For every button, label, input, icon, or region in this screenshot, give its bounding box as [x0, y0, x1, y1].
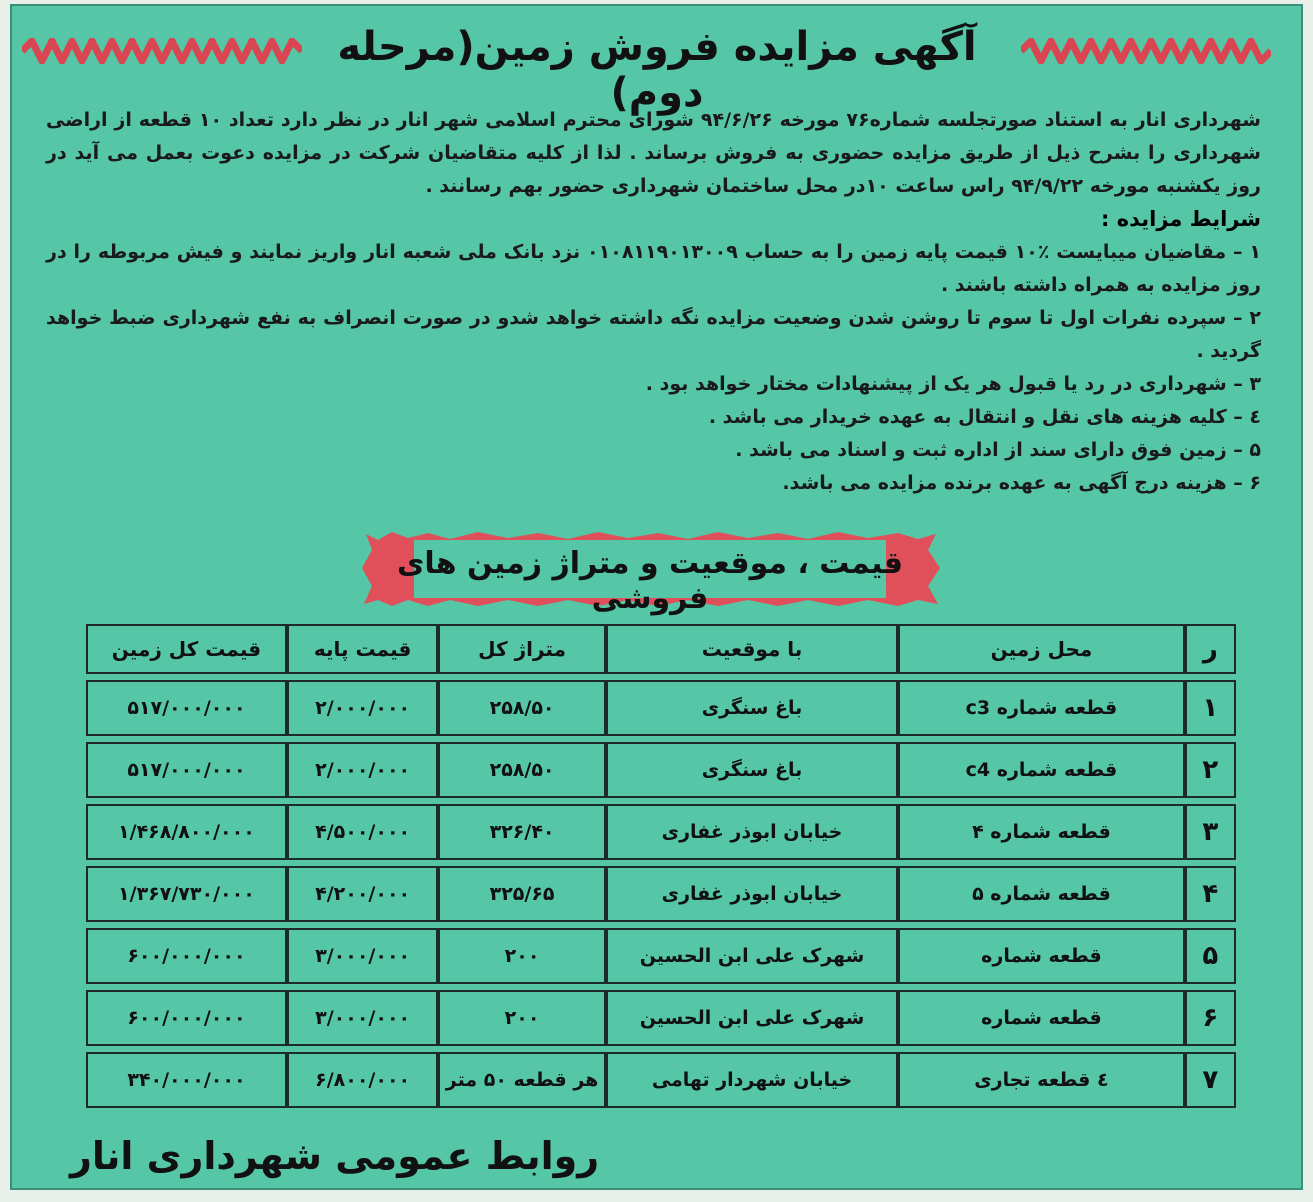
base-price: ۴/۵۰۰/۰۰۰ [287, 804, 439, 860]
header-land-location: محل زمین [898, 624, 1184, 674]
total-price: ۶۰۰/۰۰۰/۰۰۰ [86, 990, 287, 1046]
row-number: ۳ [1185, 804, 1236, 860]
footer-signature: روابط عمومی شهرداری انار [70, 1134, 600, 1178]
row-number: ۴ [1185, 866, 1236, 922]
conditions-heading: شرایط مزایده : [1101, 207, 1261, 231]
total-price: ۱/۴۶۸/۸۰۰/۰۰۰ [86, 804, 287, 860]
condition-item: ۶ – هزینه درج آگهی به عهده برنده مزایده می باشد. [782, 472, 1261, 494]
land-location: ٤ قطعه تجاری [898, 1052, 1184, 1108]
land-location: قطعه شماره ۴ [898, 804, 1184, 860]
land-location: قطعه شماره c4 [898, 742, 1184, 798]
intro-paragraph: شهرداری انار به استناد صورتجلسه شماره۷۶ مورخه ۹۴/۶/۲۶ شورای محترم اسلامی شهر انار در نظر دارد تعداد ۱۰ قطعه از اراضی شهرداری را بشرح ذیل از طریق مزایده حضوری به فروش برساند . لذا از کلیه متقاضیان شرکت در مزایده دعوت بعمل می آید در روز یکشنبه مورخه ۹۴/۹/۲۲ راس ساعت ۱۰در محل ساختمان شهرداری حضور بهم رسانند . [46, 109, 1261, 197]
row-number: ۶ [1185, 990, 1236, 1046]
base-price: ۲/۰۰۰/۰۰۰ [287, 742, 439, 798]
total-price: ۵۱۷/۰۰۰/۰۰۰ [86, 680, 287, 736]
base-price: ۲/۰۰۰/۰۰۰ [287, 680, 439, 736]
land-location: قطعه شماره [898, 928, 1184, 984]
announcement-body [46, 104, 1261, 500]
total-area: ۲۰۰ [438, 990, 605, 1046]
land-location: قطعه شماره ۵ [898, 866, 1184, 922]
table-row [86, 866, 1236, 922]
table-row [86, 742, 1236, 798]
row-number: ۷ [1185, 1052, 1236, 1108]
header-total-area: متراژ کل [438, 624, 605, 674]
header-total-price: قیمت کل زمین [86, 624, 287, 674]
table-row [86, 928, 1236, 984]
land-position: خیابان ابوذر غفاری [606, 804, 898, 860]
condition-item: ۵ – زمین فوق دارای سند از اداره ثبت و اسناد می باشد . [735, 439, 1261, 461]
title-row [12, 16, 1301, 116]
zigzag-ornament-right [1021, 38, 1271, 64]
table-row [86, 680, 1236, 736]
land-location: قطعه شماره c3 [898, 680, 1184, 736]
condition-item: ۱ – مقاضیان میبایست ٪۱۰ قیمت پایه زمین را به حساب ۰۱۰۸۱۱۹۰۱۳۰۰۹ نزد بانک ملی شعبه انار واریز نمایند و فیش مربوطه را در روز مزایده به همراه داشته باشند . [46, 241, 1261, 296]
total-price: ۳۴۰/۰۰۰/۰۰۰ [86, 1052, 287, 1108]
base-price: ۳/۰۰۰/۰۰۰ [287, 990, 439, 1046]
page-title: آگهی مزایده فروش زمین(مرحله دوم) [337, 24, 977, 116]
base-price: ۴/۲۰۰/۰۰۰ [287, 866, 439, 922]
total-price: ۱/۳۶۷/۷۳۰/۰۰۰ [86, 866, 287, 922]
total-area: ۲۰۰ [438, 928, 605, 984]
table-row [86, 1052, 1236, 1108]
land-price-table [86, 618, 1236, 1114]
header-row-number: ر [1185, 624, 1236, 674]
land-location: قطعه شماره [898, 990, 1184, 1046]
base-price: ۳/۰۰۰/۰۰۰ [287, 928, 439, 984]
row-number: ۲ [1185, 742, 1236, 798]
land-position: باغ سنگری [606, 680, 898, 736]
row-number: ۱ [1185, 680, 1236, 736]
land-position: خیابان ابوذر غفاری [606, 866, 898, 922]
table-header-row [86, 624, 1236, 674]
base-price: ۶/۸۰۰/۰۰۰ [287, 1052, 439, 1108]
condition-item: ٤ – کلیه هزینه های نقل و انتقال به عهده خریدار می باشد . [708, 406, 1261, 428]
header-position: با موقعیت [606, 624, 898, 674]
zigzag-ornament-left [22, 38, 302, 64]
condition-item: ۲ – سپرده نفرات اول تا سوم تا روشن شدن وضعیت مزایده نگه داشته خواهد شدو در صورت انصراف به نفع شهرداری ضبط خواهد گردید . [46, 307, 1261, 362]
table-title-ribbon [358, 528, 942, 616]
row-number: ۵ [1185, 928, 1236, 984]
land-position: خیابان شهردار تهامی [606, 1052, 898, 1108]
table-row [86, 804, 1236, 860]
total-price: ۵۱۷/۰۰۰/۰۰۰ [86, 742, 287, 798]
land-position: شهرک علی ابن الحسین [606, 928, 898, 984]
table-title: قیمت ، موقعیت و متراژ زمین های فروشی [396, 546, 904, 616]
ad-page [10, 4, 1303, 1190]
total-area: هر قطعه ۵۰ متر [438, 1052, 605, 1108]
condition-item: ۳ – شهرداری در رد یا قبول هر یک از پیشنهادات مختار خواهد بود . [645, 373, 1261, 395]
header-base-price: قیمت پایه [287, 624, 439, 674]
total-area: ۲۵۸/۵۰ [438, 742, 605, 798]
total-area: ۲۵۸/۵۰ [438, 680, 605, 736]
table-row [86, 990, 1236, 1046]
total-area: ۳۲۶/۴۰ [438, 804, 605, 860]
land-position: باغ سنگری [606, 742, 898, 798]
total-area: ۳۲۵/۶۵ [438, 866, 605, 922]
total-price: ۶۰۰/۰۰۰/۰۰۰ [86, 928, 287, 984]
land-position: شهرک علی ابن الحسین [606, 990, 898, 1046]
